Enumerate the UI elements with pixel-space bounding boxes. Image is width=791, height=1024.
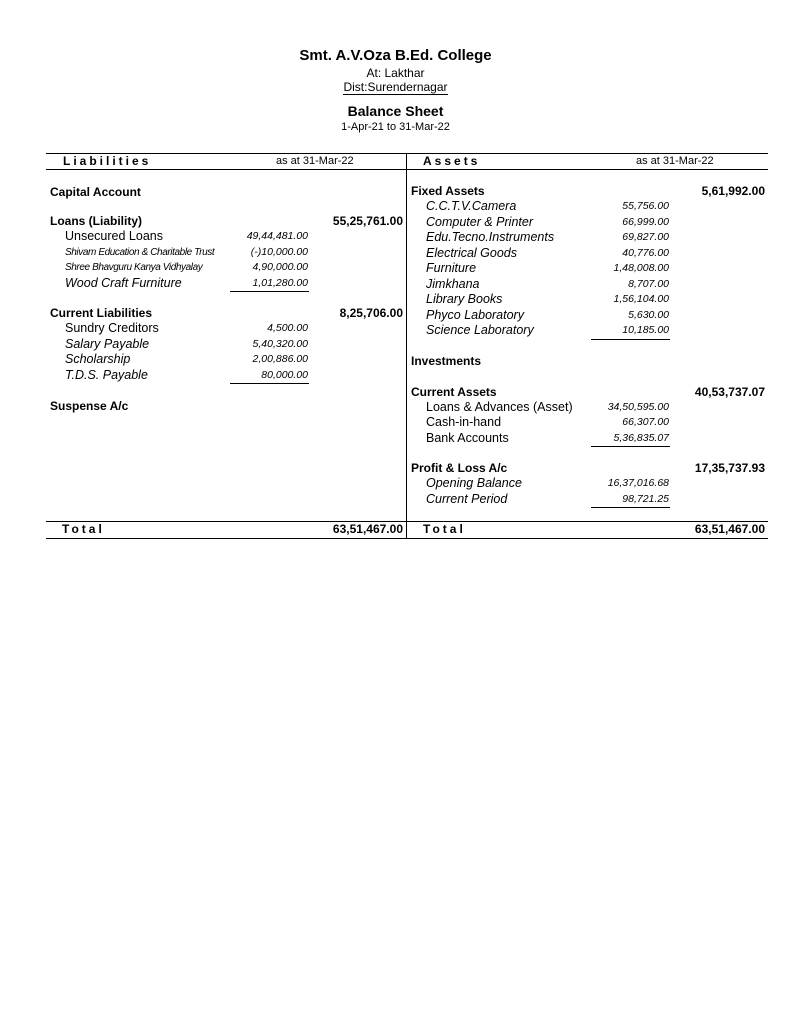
report-title: Balance Sheet — [347, 103, 444, 119]
profit-loss-item-name: Current Period — [426, 492, 508, 506]
loan-item-name: Unsecured Loans — [65, 229, 163, 243]
fixed-asset-value: 1,56,104.00 — [613, 293, 669, 305]
fixed-asset-value: 5,630.00 — [628, 309, 669, 321]
fixed-asset-value: 1,48,008.00 — [613, 262, 669, 274]
current-liability-name: Sundry Creditors — [65, 321, 159, 335]
loan-item-value: (-)10,000.00 — [250, 246, 308, 258]
table-bottom-rule — [46, 538, 768, 539]
profit-loss-label: Profit & Loss A/c — [411, 461, 508, 475]
liabilities-heading: Liabilities — [63, 154, 152, 168]
fixed-asset-name: Edu.Tecno.Instruments — [426, 230, 555, 244]
current-liability-name: Scholarship — [65, 352, 131, 366]
profit-loss-item-value: 98,721.25 — [622, 493, 669, 505]
loan-item-name: Wood Craft Furniture — [65, 276, 182, 290]
fixed-asset-name: Electrical Goods — [426, 246, 518, 260]
loan-item-value: 4,90,000.00 — [252, 261, 308, 273]
fixed-assets-total: 5,61,992.00 — [701, 184, 765, 198]
profit-loss-item-name: Opening Balance — [426, 476, 522, 490]
header-bottom-rule — [46, 169, 768, 170]
fixed-asset-name: C.C.T.V.Camera — [426, 199, 517, 213]
suspense-label: Suspense A/c — [50, 399, 129, 413]
current-asset-name: Cash-in-hand — [426, 415, 502, 429]
liabilities-as-at: as at 31-Mar-22 — [276, 155, 354, 167]
current-asset-name: Loans & Advances (Asset) — [426, 400, 573, 414]
capital-account-label: Capital Account — [50, 185, 141, 199]
fixed-asset-value: 10,185.00 — [622, 324, 669, 336]
fixed-asset-value: 69,827.00 — [622, 231, 669, 243]
current-liability-name: T.D.S. Payable — [65, 368, 148, 382]
current-liability-name: Salary Payable — [65, 337, 150, 351]
fixed-asset-value: 66,999.00 — [622, 216, 669, 228]
profit-loss-item-value: 16,37,016.68 — [607, 477, 669, 489]
fixed-asset-value: 40,776.00 — [622, 247, 669, 259]
subtotal-underline — [230, 291, 309, 292]
current-assets-label: Current Assets — [411, 385, 497, 399]
current-asset-name: Bank Accounts — [426, 431, 509, 445]
loan-item-name: Shree Bhavguru Kanya Vidhyalay — [65, 262, 203, 273]
fixed-asset-value: 55,756.00 — [622, 200, 669, 212]
current-liabilities-total: 8,25,706.00 — [339, 306, 403, 320]
current-assets-total: 40,53,737.07 — [694, 385, 765, 399]
current-asset-value: 5,36,835.07 — [613, 432, 669, 444]
assets-as-at: as at 31-Mar-22 — [636, 155, 714, 167]
assets-heading: Assets — [423, 154, 481, 168]
address-line-2 — [0, 80, 791, 94]
fixed-asset-name: Furniture — [426, 261, 477, 275]
subtotal-underline — [591, 446, 670, 447]
total-top-rule — [46, 521, 768, 522]
address-line-1: At: Lakthar — [366, 66, 425, 80]
loans-label: Loans (Liability) — [50, 214, 143, 228]
profit-loss-total: 17,35,737.93 — [694, 461, 765, 475]
loans-total: 55,25,761.00 — [332, 214, 403, 228]
subtotal-underline — [591, 339, 670, 340]
subtotal-underline — [230, 383, 309, 384]
subtotal-underline — [591, 507, 670, 508]
loan-item-value: 49,44,481.00 — [246, 230, 308, 242]
fixed-asset-name: Phyco Laboratory — [426, 308, 524, 322]
organization-name: Smt. A.V.Oza B.Ed. College — [299, 47, 492, 64]
column-divider — [406, 153, 407, 538]
current-liability-value: 5,40,320.00 — [252, 338, 308, 350]
loan-item-value: 1,01,280.00 — [252, 277, 308, 289]
fixed-asset-name: Computer & Printer — [426, 215, 533, 229]
current-asset-value: 66,307.00 — [622, 416, 669, 428]
investments-label: Investments — [411, 354, 482, 368]
current-liability-value: 2,00,886.00 — [252, 353, 308, 365]
fixed-asset-value: 8,707.00 — [628, 278, 669, 290]
fixed-assets-label: Fixed Assets — [411, 184, 485, 198]
current-asset-value: 34,50,595.00 — [607, 401, 669, 413]
report-period: 1-Apr-21 to 31-Mar-22 — [341, 121, 450, 133]
assets-grand-total: 63,51,467.00 — [694, 522, 765, 536]
loan-item-name: Shivam Education & Charitable Trust — [65, 247, 215, 258]
fixed-asset-name: Jimkhana — [426, 277, 480, 291]
liabilities-grand-total: 63,51,467.00 — [332, 522, 403, 536]
district-text: Dist:Surendernagar — [343, 80, 448, 94]
fixed-asset-name: Science Laboratory — [426, 323, 534, 337]
current-liability-value: 4,500.00 — [267, 322, 308, 334]
liabilities-total-label: Total — [62, 522, 105, 536]
fixed-asset-name: Library Books — [426, 292, 503, 306]
current-liabilities-label: Current Liabilities — [50, 306, 153, 320]
assets-total-label: Total — [423, 522, 466, 536]
current-liability-value: 80,000.00 — [261, 369, 308, 381]
